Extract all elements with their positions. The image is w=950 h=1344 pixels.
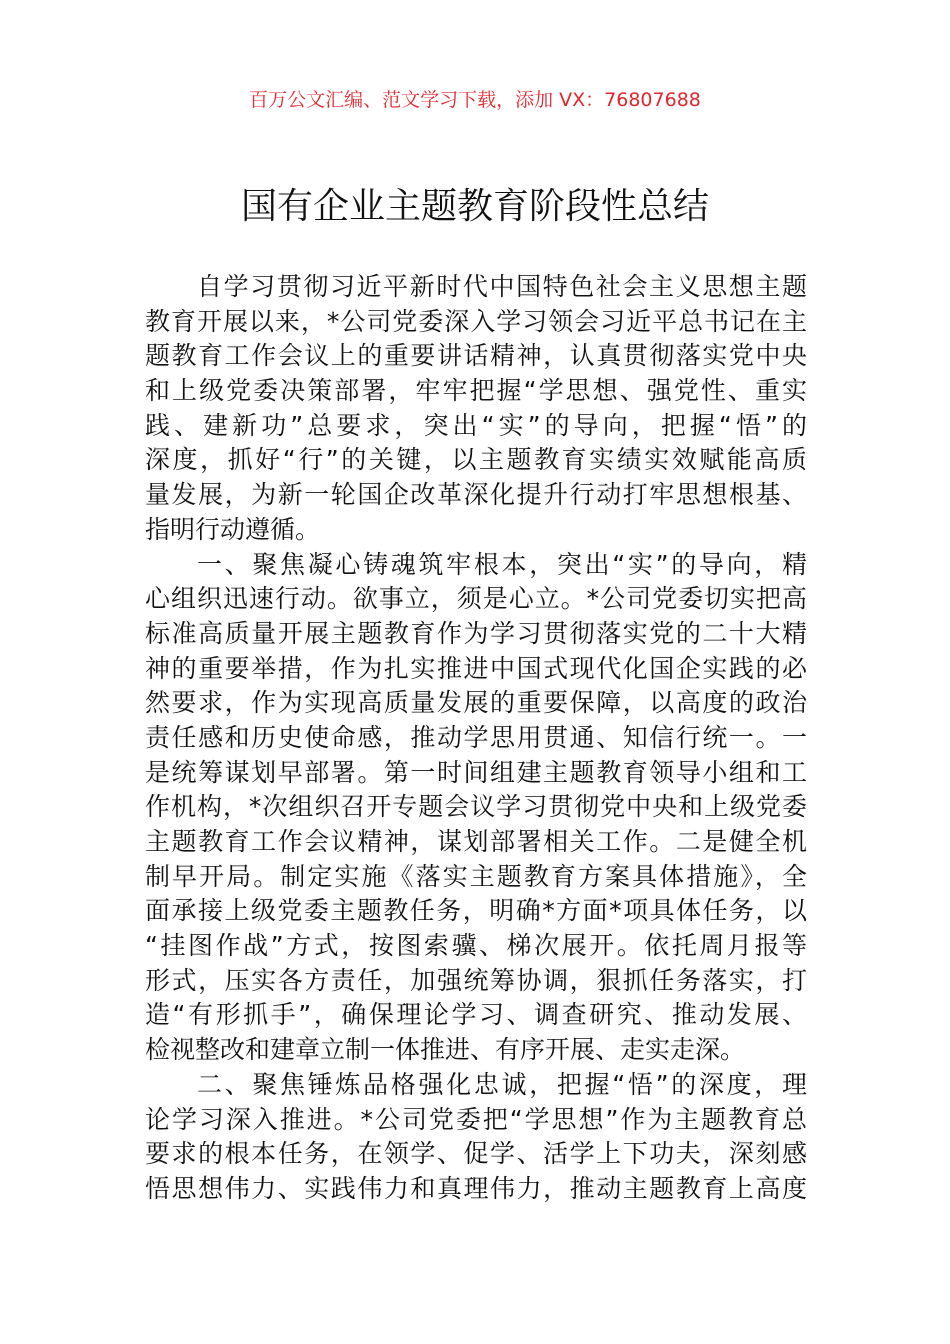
watermark-banner: 百万公文汇编、范文学习下载，添加 VX：76807688	[249, 89, 701, 111]
paragraph-line: 主题教育工作会议精神，谋划部署相关工作。二是健全机	[145, 827, 807, 856]
paragraph-line: 造“有形抓手”，确保理论学习、调查研究、推动发展、	[145, 1000, 807, 1030]
paragraph-line: 指明行动遵循。	[145, 514, 321, 544]
paragraph-line: 一、聚焦凝心铸魂筑牢根本，突出“实”的导向，精	[197, 549, 807, 579]
paragraph-line: 是统筹谋划早部署。第一时间组建主题教育领导小组和工	[145, 757, 807, 787]
paragraph-line: 神的重要举措，作为扎实推进中国式现代化国企实践的必	[145, 653, 807, 683]
paragraph-line: 量发展，为新一轮国企改革深化提升行动打牢思想根基、	[145, 480, 807, 510]
paragraph-line: 和上级党委决策部署，牢牢把握“学思想、强党性、重实	[145, 376, 807, 406]
document-title: 国有企业主题教育阶段性总结	[240, 186, 709, 227]
paragraph-line: 题教育工作会议上的重要讲话精神，认真贯彻落实党中央	[145, 341, 807, 371]
paragraph-line: 二、聚焦锤炼品格强化忠诚，把握“悟”的深度，理	[197, 1069, 807, 1099]
paragraph-line: 自学习贯彻习近平新时代中国特色社会主义思想主题	[197, 272, 807, 301]
paragraph-line: 作机构，*次组织召开专题会议学习贯彻党中央和上级党委	[145, 792, 807, 822]
paragraph	[145, 1068, 807, 1207]
paragraph	[145, 270, 807, 548]
paragraph-line: 责任感和历史使命感，推动学思用贯通、知信行统一。一	[145, 722, 807, 752]
paragraph-line: 然要求，作为实现高质量发展的重要保障，以高度的政治	[145, 688, 807, 718]
paragraph-line: 论学习深入推进。*公司党委把“学思想”作为主题教育总	[145, 1104, 807, 1134]
paragraph-line: 面承接上级党委主题教任务，明确*方面*项具体任务，以	[145, 896, 807, 926]
paragraph-line: 制早开局。制定实施《落实主题教育方案具体措施》，全	[145, 861, 807, 891]
paragraph-line: 要求的根本任务，在领学、促学、活学上下功夫，深刻感	[145, 1139, 807, 1169]
paragraph-line: 心组织迅速行动。欲事立，须是心立。*公司党委切实把高	[145, 584, 807, 614]
paragraph-line: 形式，压实各方责任，加强统筹协调，狠抓任务落实，打	[145, 965, 807, 995]
paragraph-line: 教育开展以来，*公司党委深入学习领会习近平总书记在主	[145, 306, 807, 336]
paragraph-line: 深度，抓好“行”的关键，以主题教育实绩实效赋能高质	[145, 445, 807, 475]
paragraph	[145, 548, 807, 1068]
paragraph-line: 标准高质量开展主题教育作为学习贯彻落实党的二十大精	[145, 618, 807, 648]
paragraph-line: 践、建新功”总要求，突出“实”的导向，把握“悟”的	[145, 410, 807, 440]
paragraph-line: 检视整改和建章立制一体推进、有序开展、走实走深。	[145, 1035, 746, 1065]
document-body	[145, 270, 807, 1207]
paragraph-line: 悟思想伟力、实践伟力和真理伟力，推动主题教育上高度	[145, 1173, 807, 1203]
paragraph-line: “挂图作战”方式，按图索骥、梯次展开。依托周月报等	[145, 931, 807, 961]
